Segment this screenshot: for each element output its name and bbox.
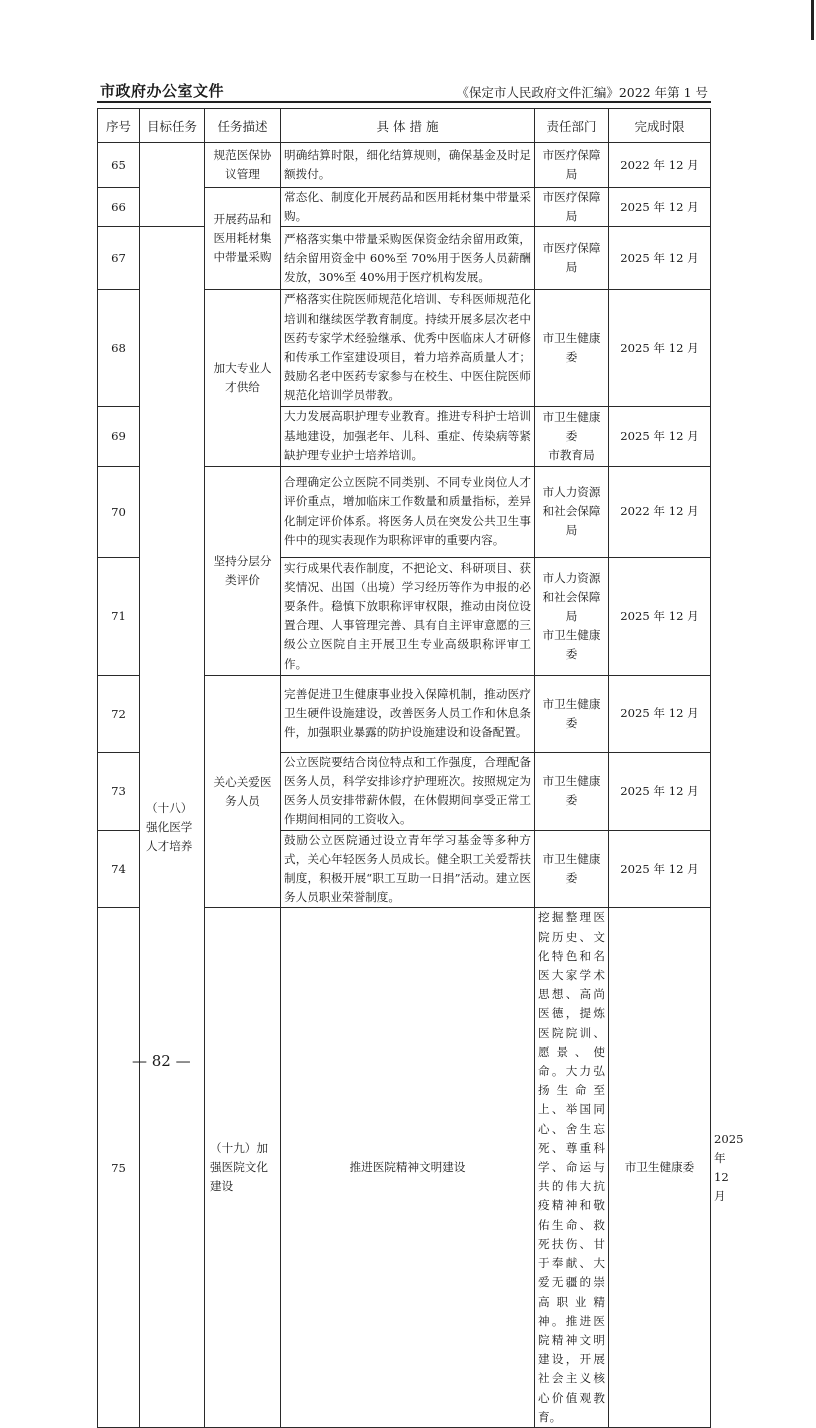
- task-description: 规范医保协议管理: [205, 143, 281, 188]
- publication-title: 《保定市人民政府文件汇编》2022 年第 1 号: [456, 85, 708, 100]
- col-header-measures: 具 体 措 施: [281, 109, 535, 143]
- measure-text: 严格落实集中带量采购医保资金结余留用政策，结余留用资金中 60%至 70%用于医务人员薪酬发放，30%至 40%用于医疗机构发展。: [281, 227, 535, 290]
- responsible-dept: 市卫生健康委 市教育局: [535, 406, 609, 466]
- row-number: 68: [98, 290, 140, 406]
- row-number: 67: [98, 227, 140, 290]
- col-header-goal: 目标任务: [140, 109, 205, 143]
- goal-text: （十九）加强医院文化建设: [210, 1141, 268, 1194]
- row-number: 73: [98, 752, 140, 830]
- task-description: 关心关爱医务人员: [205, 675, 281, 908]
- deadline: 2025 年 12 月: [609, 290, 711, 406]
- deadline: 2025 年 12 月: [609, 406, 711, 466]
- responsible-dept: 市卫生健康委: [535, 675, 609, 752]
- table-header-row: [98, 109, 711, 143]
- goal-cell-blank: [140, 143, 205, 227]
- row-number: 66: [98, 188, 140, 227]
- header-rule: [97, 101, 711, 103]
- measure-text: 严格落实住院医师规范化培训、专科医师规范化培训和继续医学教育制度。持续开展多层次老中医药专家学术经验继承、优秀中医临床人才研修和传承工作室建设项目，着力培养高质量人才；鼓励名老中医药专家参与在校生、中医住院医师规范化培训学员带教。: [281, 290, 535, 406]
- task-table: [97, 108, 744, 1428]
- task-description: 推进医院精神文明建设: [281, 908, 535, 1427]
- col-header-deadline: 完成时限: [609, 109, 711, 143]
- deadline: 2022 年 12 月: [609, 466, 711, 557]
- measure-text: 公立医院要结合岗位特点和工作强度，合理配备医务人员，科学安排诊疗护理班次。按照规定为医务人员安排带薪休假，在休假期间享受正常工作期间相同的工资收入。: [281, 752, 535, 830]
- measure-text: 鼓励公立医院通过设立青年学习基金等多种方式，关心年轻医务人员成长。健全职工关爱帮扶制度，积极开展“职工互助一日捐”活动。建立医务人员职业荣誉制度。: [281, 830, 535, 908]
- table-row: [98, 227, 711, 290]
- row-number: 74: [98, 830, 140, 908]
- deadline: 2025 年 12 月: [609, 227, 711, 290]
- page-number: — 82 —: [132, 1052, 191, 1070]
- measure-text: 完善促进卫生健康事业投入保障机制，推动医疗卫生硬件设施建设，改善医务人员工作和休息条件，加强职业暴露的防护设施建设和设备配置。: [281, 675, 535, 752]
- responsible-dept: 市卫生健康委: [535, 752, 609, 830]
- document-header-title: 市政府办公室文件: [100, 82, 225, 100]
- responsible-dept: 市医疗保障局: [535, 143, 609, 188]
- deadline: 2025 年 12 月: [609, 188, 711, 227]
- responsible-dept: 市人力资源和社会保障局: [535, 466, 609, 557]
- task-description: 开展药品和医用耗材集中带量采购: [205, 188, 281, 290]
- goal-cell-g18: [140, 227, 205, 1428]
- measure-text: 大力发展高职护理专业教育。推进专科护士培训基地建设，加强老年、儿科、重症、传染病等紧缺护理专业护士培养培训。: [281, 406, 535, 466]
- table-row: [98, 143, 711, 188]
- responsible-dept: 市人力资源和社会保障局 市卫生健康委: [535, 557, 609, 675]
- row-number: 69: [98, 406, 140, 466]
- deadline: 2025 年 12 月: [609, 752, 711, 830]
- responsible-dept: 市医疗保障局: [535, 227, 609, 290]
- row-number: 71: [98, 557, 140, 675]
- measure-text: 合理确定公立医院不同类别、不同专业岗位人才评价重点，增加临床工作数量和质量指标，差异化制定评价体系。将医务人员在突发公共卫生事件中的现实表现作为职称评审的重要内容。: [281, 466, 535, 557]
- goal-text: （十八）强化医学人才培养: [146, 800, 193, 853]
- row-number: 70: [98, 466, 140, 557]
- col-header-no: 序号: [98, 109, 140, 143]
- measure-text: 实行成果代表作制度，不把论文、科研项目、获奖情况、出国（出境）学习经历等作为申报的必要条件。稳慎下放职称评审权限，推动由岗位设置合理、人事管理完善、具有自主评审意愿的三级公立医院自主开展卫生专业高级职称评审工作。: [281, 557, 535, 675]
- deadline: 2025 年 12 月: [609, 675, 711, 752]
- responsible-dept: 市医疗保障局: [535, 188, 609, 227]
- task-description: 坚持分层分类评价: [205, 466, 281, 675]
- task-description: 加大专业人才供给: [205, 290, 281, 466]
- measure-text: 挖掘整理医院历史、文化特色和名医大家学术思想、高尚医德，提炼医院院训、愿景、使命。大力弘扬生命至上、举国同心、舍生忘死、尊重科学、命运与共的伟大抗疫精神和敬佑生命、救死扶伤、甘于奉献、大爱无疆的崇高职业精神。推进医院精神文明建设，开展社会主义核心价值观教育。: [535, 908, 609, 1427]
- responsible-dept: 市卫生健康委: [535, 290, 609, 406]
- col-header-description: 任务描述: [205, 109, 281, 143]
- table-row: 75 （十九）加强医院文化建设 推进医院精神文明建设 挖掘整理医院历史、文化特色和名医大家学术思想、高尚医德，提炼医院院训、愿景、使命。大力弘扬生命至上、举国同心、舍生忘死、尊重科学、命运与共的伟大抗疫精神和敬佑生命、救死扶伤、甘于奉献、大爱无疆的崇高职业精神。推进医院精神文明建设，开展社会主义核心价值观教育。 市卫生健康委 2025 年 12 月: [98, 908, 711, 1427]
- deadline: 2025 年 12 月: [609, 557, 711, 675]
- goal-cell-g19: [205, 908, 281, 1427]
- responsible-dept: 市卫生健康委: [535, 830, 609, 908]
- responsible-dept: 市卫生健康委: [609, 908, 711, 1427]
- scan-edge-artifact: [811, 0, 814, 40]
- row-number: 65: [98, 143, 140, 188]
- row-number: 72: [98, 675, 140, 752]
- measure-text: 明确结算时限，细化结算规则，确保基金及时足额拨付。: [281, 143, 535, 188]
- measure-text: 常态化、制度化开展药品和医用耗材集中带量采购。: [281, 188, 535, 227]
- deadline: 2025 年 12 月: [609, 830, 711, 908]
- row-number: 75: [98, 908, 140, 1427]
- col-header-department: 责任部门: [535, 109, 609, 143]
- deadline: 2022 年 12 月: [609, 143, 711, 188]
